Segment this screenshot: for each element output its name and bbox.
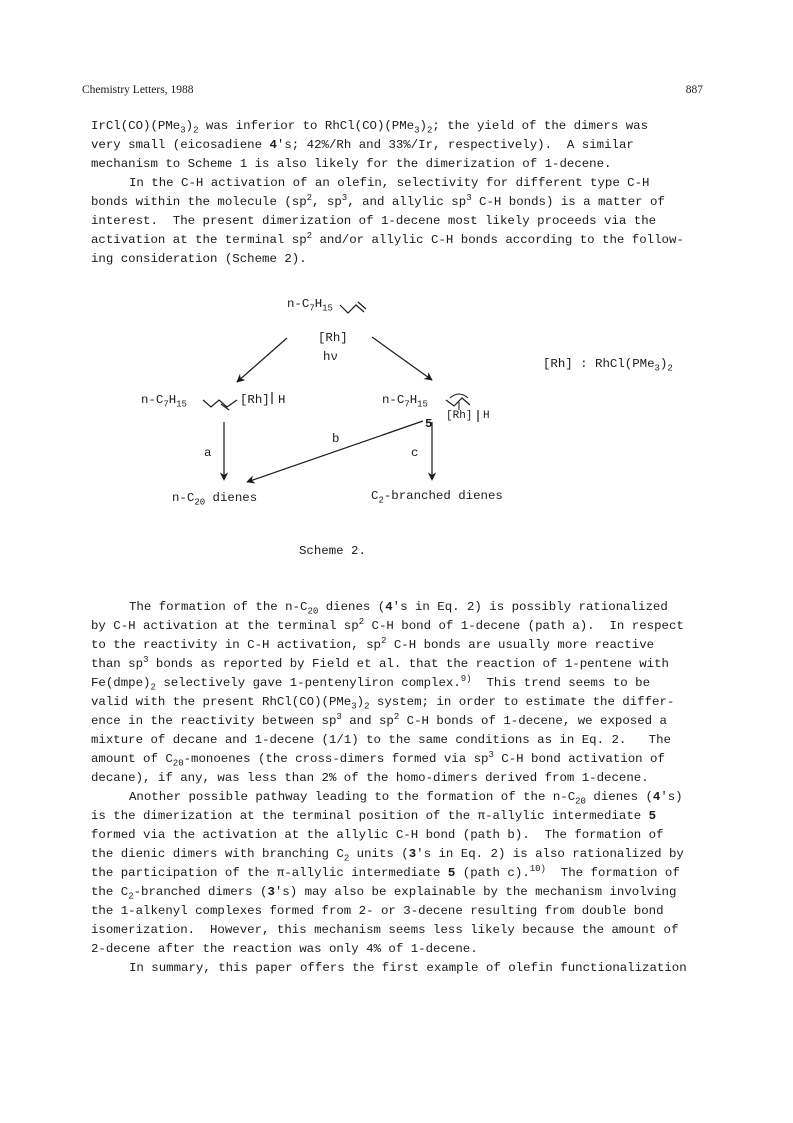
scheme-caption: Scheme 2. <box>299 544 366 558</box>
text-line: ence in the reactivity between $sp^3$ and $sp^2$ C-H bonds of 1-decene, we exposed a <box>91 711 667 728</box>
product-n-c20-dienes: $n-C_{20}$ dienes <box>172 491 258 508</box>
text-line: Another possible pathway leading to the formation of the $n-C_{20}$ dienes (4's) <box>129 790 683 807</box>
arrow-to-right <box>372 337 432 380</box>
hydride-right: H <box>483 410 490 422</box>
text-line: by C-H activation at the terminal $sp^2$ C-H bond of 1-decene (path a). In respect <box>91 616 684 633</box>
text-line: decane), if any, was less than 2% of the homo-dimers derived from 1-decene. <box>91 771 649 785</box>
text-line: the 1-alkenyl complexes formed from 2- or 3-decene resulting from double bond <box>91 904 664 918</box>
allyl-rh-intermediate: $n-C_7H_{15}$ <box>382 393 428 410</box>
page-number: 887 <box>685 84 703 96</box>
journal-name: Chemistry Letters, 1988 <box>82 84 194 96</box>
path-label-a: a <box>204 446 212 460</box>
hydride-left: H <box>278 393 286 407</box>
text-line: very small (eicosadiene 4's; 42%/Rh and 33%/Ir, respectively). A similar <box>91 138 634 152</box>
vinyl-rh-intermediate: $n-C_7H_{15}$ <box>141 393 187 410</box>
light-label: hν <box>323 350 338 364</box>
catalyst-label: [Rh] <box>318 331 348 345</box>
rh-label-right: [Rh] <box>446 410 473 422</box>
text-line: the dienic dimers with branching $C_2$ units (3's in Eq. 2) is also rationalized by <box>91 847 684 864</box>
text-line: the participation of the π-allylic intermediate 5 (path c).$^{10)}$ The formation of <box>91 863 680 880</box>
allyl-arc <box>450 394 468 398</box>
text-line: In summary, this paper offers the first example of olefin functionalization <box>129 961 687 975</box>
olefin-bond <box>340 305 364 313</box>
text-line: the $C_2$-branched dimers (3's) may also be explainable by the mechanism involving <box>91 885 677 902</box>
product-c2-branched-dienes: $C_2$-branched dienes <box>371 489 503 506</box>
text-line: to the reactivity in C-H activation, $sp^2$ C-H bonds are usually more reactive <box>91 635 655 652</box>
allyl-bond-right <box>446 398 470 406</box>
text-line: 2-decene after the reaction was only 4% of 1-decene. <box>91 942 478 956</box>
text-line: formed via the activation at the allylic C-H bond (path b). The formation of <box>91 828 664 842</box>
starting-olefin: $n-C_7H_{15}$ <box>287 297 333 314</box>
compound-number-5: 5 <box>425 417 433 431</box>
text-line: In the C-H activation of an olefin, selectivity for different type C-H <box>129 176 650 190</box>
text-line: bonds within the molecule ($sp^2$, $sp^3$, and allylic $sp^3$ C-H bonds) is a matter of <box>91 192 665 209</box>
rh-label-left: [Rh] <box>240 393 270 407</box>
catalyst-legend: [Rh] : $RhCl(PMe_3)_2$ <box>543 357 673 374</box>
arrow-to-left <box>237 338 287 382</box>
text-line: mixture of decane and 1-decene (1/1) to the same conditions as in Eq. 2. The <box>91 733 671 747</box>
path-label-b: b <box>332 432 340 446</box>
text-line: valid with the present $RhCl(CO)(PMe_3)_2$ system; in order to estimate the differ- <box>91 695 675 712</box>
text-line: than $sp^3$ bonds as reported by Field et al. that the reaction of 1-pentene with <box>91 654 669 671</box>
vinyl-bond-left <box>203 400 237 407</box>
text-line: amount of $C_{20}$-monoenes (the cross-dimers formed via $sp^3$ C-H bond activation of <box>91 749 665 769</box>
text-line: $IrCl(CO)(PMe_3)_2$ was inferior to $RhCl(CO)(PMe_3)_2$; the yield of the dimers was <box>91 119 649 136</box>
text-line: activation at the terminal $sp^2$ and/or allylic C-H bonds according to the follow- <box>91 230 684 247</box>
path-label-c: c <box>411 446 419 460</box>
text-line: interest. The present dimerization of 1-decene most likely proceeds via the <box>91 214 657 228</box>
text-line: isomerization. However, this mechanism seems less likely because the amount of <box>91 923 679 937</box>
text-line: mechanism to Scheme 1 is also likely for the dimerization of 1-decene. <box>91 157 612 171</box>
text-line: is the dimerization at the terminal position of the π-allylic intermediate 5 <box>91 809 657 823</box>
text-line: The formation of the $n-C_{20}$ dienes (4's in Eq. 2) is possibly rationalized <box>129 600 668 617</box>
arrow-path-b <box>247 421 423 482</box>
text-line: $Fe(dmpe)_2$ selectively gave 1-pentenyliron complex.$^{9)}$ This trend seems to be <box>91 673 651 693</box>
text-line: ing consideration (Scheme 2). <box>91 252 307 266</box>
